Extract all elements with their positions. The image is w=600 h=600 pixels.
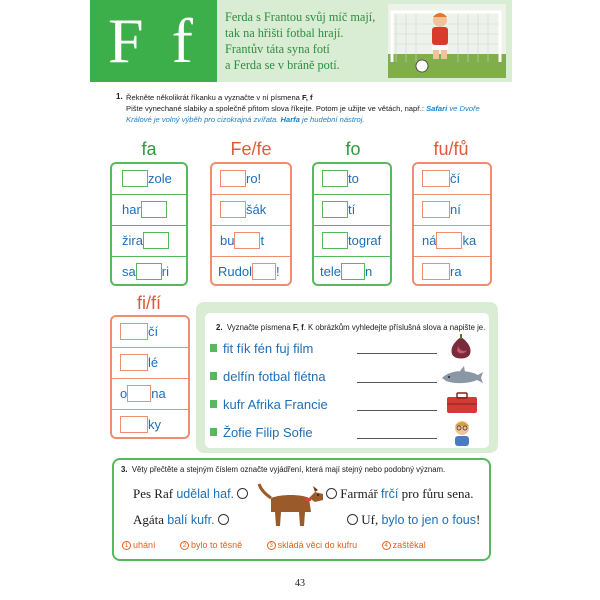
poem xyxy=(225,9,385,73)
answer-line[interactable] xyxy=(357,438,437,439)
poem-line: a Ferda se v bráně potí. xyxy=(225,58,340,72)
blank-input[interactable] xyxy=(341,263,365,280)
header-letters: F f xyxy=(108,5,199,76)
blank-input[interactable] xyxy=(322,201,348,218)
blank-input[interactable] xyxy=(436,232,462,249)
column-head-fi: fi/fí xyxy=(136,293,161,313)
word-line: fit fík fén fuj film xyxy=(210,341,313,357)
sentence-2: Farmář frčí pro fůru sena. xyxy=(326,486,474,502)
ex1-example-harfa: Harfa xyxy=(280,115,300,124)
sentence-4: Uf, bylo to jen o fous! xyxy=(347,512,480,528)
blank-input[interactable] xyxy=(422,201,450,218)
poem-line: Ferda s Frantou svůj míč mají, xyxy=(225,10,376,24)
blank-input[interactable] xyxy=(252,263,276,280)
blank-input[interactable] xyxy=(136,263,162,280)
football-photo xyxy=(388,4,506,78)
answer-circle[interactable] xyxy=(218,514,229,525)
column-head-fu: fu/fů xyxy=(433,139,469,159)
card-fo: to tí tograf tele n xyxy=(312,162,392,286)
card-fi: čí lé o na ky xyxy=(110,315,190,439)
answer-line[interactable] xyxy=(357,410,437,411)
dolphin-icon xyxy=(440,366,484,388)
column-head-fa: fa xyxy=(141,139,157,159)
blank-input[interactable] xyxy=(322,232,348,249)
ex1-line2: Pište vynechané slabiky a společně přitom slova říkejte. Potom je užijte ve větách, např.: xyxy=(126,104,427,113)
sentence-3: Agáta balí kufr. xyxy=(133,512,229,528)
card-fu: čí ní ná ka ra xyxy=(412,162,492,286)
poem-line: Frantův táta syna fotí xyxy=(225,42,330,56)
exercise1-instructions xyxy=(126,92,481,125)
column-head-fo: fo xyxy=(345,139,361,159)
option-4: 4 zaštěkal xyxy=(382,540,437,550)
blank-input[interactable] xyxy=(322,170,348,187)
blank-input[interactable] xyxy=(143,232,169,249)
answer-circle[interactable] xyxy=(237,488,248,499)
blank-input[interactable] xyxy=(120,323,148,340)
poem-line: tak na hřišti fotbal hrají. xyxy=(225,26,344,40)
page-number: 43 xyxy=(295,578,305,589)
boy-icon xyxy=(450,418,474,446)
ex1-example-text: ve Dvoře Králové je volný výběh pro cizokrajná zvířata. xyxy=(126,104,480,124)
blank-input[interactable] xyxy=(122,170,148,187)
blank-input[interactable] xyxy=(234,232,260,249)
word-line: Žofie Filip Sofie xyxy=(210,425,313,441)
exercise2-title: 2. Vyznačte písmena F, f. K obrázkům vyhledejte příslušná slova a napište je. xyxy=(216,323,486,332)
ex1-intro: Řekněte několikrát říkanku a vyznačte v ní písmena xyxy=(126,93,303,102)
option-2: 2 bylo to těsně xyxy=(180,540,253,550)
answer-circle[interactable] xyxy=(326,488,337,499)
option-1: 1 uhání xyxy=(122,540,167,550)
blank-input[interactable] xyxy=(422,170,450,187)
fig-icon xyxy=(446,334,476,362)
word-line: kufr Afrika Francie xyxy=(210,397,328,413)
option-3: 3 skládá věci do kufru xyxy=(267,540,369,550)
options-row xyxy=(122,540,448,550)
blank-input[interactable] xyxy=(120,354,148,371)
blank-input[interactable] xyxy=(120,416,148,433)
exercise1-number: 1. xyxy=(116,92,123,101)
blank-input[interactable] xyxy=(220,201,246,218)
answer-line[interactable] xyxy=(357,353,437,354)
answer-circle[interactable] xyxy=(347,514,358,525)
ex1-example-end: je hudební nástroj. xyxy=(299,115,365,124)
blank-input[interactable] xyxy=(127,385,151,402)
blank-input[interactable] xyxy=(422,263,450,280)
dog-icon xyxy=(257,482,325,528)
ex1-example-safari: Safari xyxy=(426,104,448,113)
blank-input[interactable] xyxy=(220,170,246,187)
card-fe: ro! šák bu t Rudol ! xyxy=(210,162,292,286)
ex1-letters: F, f xyxy=(302,93,313,102)
exercise3-title: 3. Věty přečtěte a stejným číslem označte vyjádření, která mají stejný nebo podobný význam. xyxy=(121,465,446,474)
header-letter-box xyxy=(90,0,217,82)
word-line: delfín fotbal flétna xyxy=(210,369,326,385)
card-fa: zole har žira sa ri xyxy=(110,162,188,286)
answer-line[interactable] xyxy=(357,382,437,383)
suitcase-icon xyxy=(446,392,478,414)
column-head-fe: Fe/fe xyxy=(230,139,272,159)
sentence-1: Pes Raf udělal haf. xyxy=(133,486,248,502)
blank-input[interactable] xyxy=(141,201,167,218)
